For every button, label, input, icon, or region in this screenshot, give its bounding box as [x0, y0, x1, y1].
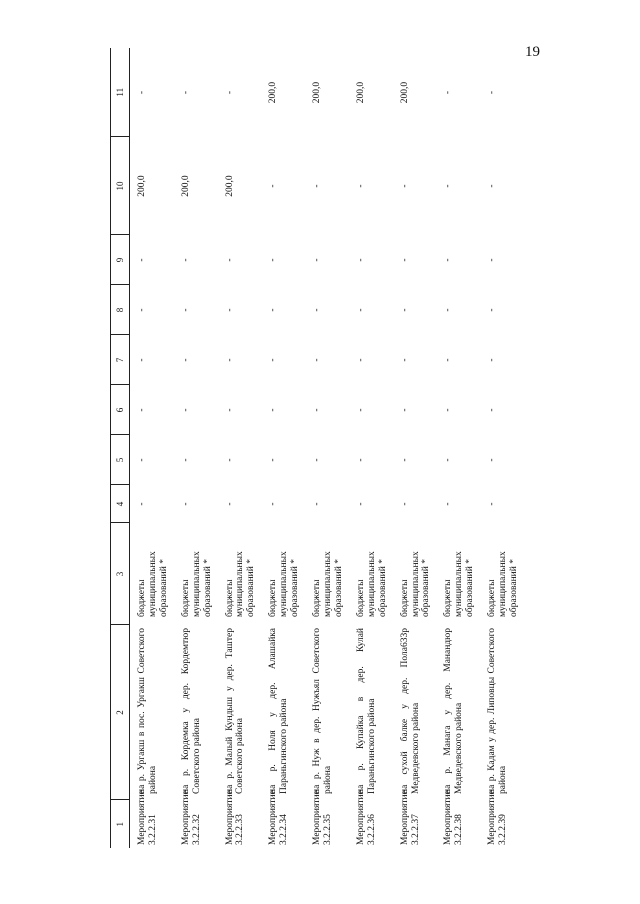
value-cell: - — [224, 408, 235, 412]
value-cell: - — [443, 90, 454, 95]
funding-source-cell: бюджеты муниципальных образований * — [355, 551, 388, 617]
measures-table — [110, 48, 524, 848]
value-cell: - — [443, 502, 454, 506]
measure-description-cell: на р. Малый Кундыш у дер. Таштер Советского района — [224, 628, 246, 794]
column-header: 6 — [111, 385, 130, 435]
value-cell: - — [443, 258, 454, 262]
value-cell: - — [137, 458, 147, 462]
value-cell: - — [224, 308, 235, 312]
measure-description-cell: на сухой балке у дер. Пола633р Медведевского района — [399, 628, 421, 794]
value-cell: - — [268, 308, 279, 312]
value-cell: - — [443, 358, 454, 362]
value-cell: - — [399, 408, 410, 412]
value-cell: - — [268, 258, 279, 262]
measure-description-cell: на р. Манага у дер. Манандюр Медведевского района — [443, 628, 465, 794]
funding-source-cell: бюджеты муниципальных образований * — [312, 551, 344, 617]
value-cell: - — [487, 358, 498, 362]
value-cell: - — [312, 258, 323, 262]
value-cell: - — [355, 408, 366, 412]
funding-source-cell: бюджеты муниципальных образований * — [224, 551, 257, 617]
value-cell: 200,0 — [399, 81, 410, 104]
value-cell: - — [268, 184, 279, 188]
value-cell: - — [224, 258, 235, 262]
value-cell: - — [137, 258, 147, 262]
measure-id-cell: Мероприятие 3.2.2.34 — [268, 790, 290, 845]
measure-id-cell: Мероприятие 3.2.2.36 — [355, 790, 377, 845]
value-cell: - — [399, 258, 410, 262]
measure-id-cell: Мероприятие 3.2.2.37 — [399, 790, 421, 845]
column-header: 5 — [111, 435, 130, 485]
value-cell: - — [224, 458, 235, 462]
value-cell: - — [137, 502, 147, 506]
value-cell: - — [355, 308, 366, 312]
value-cell: - — [137, 408, 147, 412]
funding-source-cell: бюджеты муниципальных образований * — [399, 551, 432, 617]
value-cell: - — [268, 358, 279, 362]
value-cell: - — [399, 458, 410, 462]
measure-id-cell: Мероприятие 3.2.2.38 — [443, 790, 465, 845]
value-cell: - — [312, 308, 323, 312]
table-row — [349, 48, 393, 848]
measure-id-cell: Мероприятие 3.2.2.31 — [137, 790, 158, 845]
header-row — [111, 48, 130, 848]
measure-description-cell: на р. Ургакш в пос. Ургакш Советского района — [137, 628, 158, 794]
table-row — [130, 48, 174, 848]
value-cell: 200,0 — [268, 81, 279, 104]
value-cell: - — [399, 502, 410, 506]
table-container — [110, 48, 550, 848]
column-header: 7 — [111, 335, 130, 385]
value-cell: - — [180, 502, 191, 506]
measure-id-cell: Мероприятие 3.2.2.35 — [312, 790, 333, 845]
measure-description-cell: на р. Ноля у дер. Алашайка Параньгинского района — [268, 628, 290, 794]
value-cell: 200,0 — [224, 175, 235, 197]
table-row — [305, 48, 349, 848]
table-row — [174, 48, 218, 848]
value-cell: - — [224, 90, 235, 95]
column-header: 3 — [111, 523, 130, 625]
value-cell: 200,0 — [180, 175, 191, 197]
value-cell: - — [399, 184, 410, 188]
value-cell: - — [487, 502, 498, 506]
value-cell: - — [312, 408, 323, 412]
table-row — [393, 48, 437, 848]
column-header: 2 — [111, 625, 130, 800]
measure-description-cell: на р. Купайка в дер. Кулай Параньгинского района — [355, 628, 377, 794]
column-header: 1 — [111, 800, 130, 848]
value-cell: - — [180, 308, 191, 312]
value-cell: - — [137, 308, 147, 312]
value-cell: 200,0 — [312, 81, 323, 104]
value-cell: - — [180, 408, 191, 412]
value-cell: - — [268, 502, 279, 506]
value-cell: - — [312, 184, 323, 188]
value-cell: - — [487, 308, 498, 312]
value-cell: - — [443, 184, 454, 188]
value-cell: 200,0 — [137, 175, 147, 197]
value-cell: - — [312, 358, 323, 362]
value-cell: - — [443, 408, 454, 412]
value-cell: - — [487, 184, 498, 188]
funding-source-cell: бюджеты муниципальных образований * — [487, 551, 519, 617]
value-cell: - — [180, 258, 191, 262]
value-cell: - — [312, 502, 323, 506]
funding-source-cell: бюджеты муниципальных образований * — [180, 551, 213, 617]
table-row — [480, 48, 524, 848]
value-cell: - — [312, 458, 323, 462]
value-cell: - — [487, 408, 498, 412]
value-cell: - — [180, 358, 191, 362]
column-header: 9 — [111, 235, 130, 285]
funding-source-cell: бюджеты муниципальных образований * — [443, 551, 476, 617]
value-cell: - — [487, 458, 498, 462]
measure-description-cell: на р. Кордемка у дер. Кордемтюр Советского района — [180, 628, 202, 794]
page-number: 19 — [525, 44, 540, 60]
value-cell: - — [137, 358, 147, 362]
table-row — [218, 48, 262, 848]
value-cell: - — [355, 358, 366, 362]
rotated-table-wrapper — [110, 48, 550, 848]
value-cell: - — [355, 184, 366, 188]
value-cell: - — [137, 90, 147, 95]
value-cell: - — [399, 358, 410, 362]
value-cell: - — [355, 458, 366, 462]
table-row — [436, 48, 480, 848]
measure-description-cell: на р. Нуж в дер. Нужъял Советского района — [312, 628, 333, 794]
value-cell: - — [355, 258, 366, 262]
value-cell: - — [399, 308, 410, 312]
measure-description-cell: на р. Кадам у дер. Липовцы Советского района — [487, 628, 509, 794]
measure-id-cell: Мероприятие 3.2.2.32 — [180, 790, 202, 845]
value-cell: - — [180, 90, 191, 95]
value-cell: - — [487, 90, 498, 95]
value-cell: - — [443, 308, 454, 312]
column-header: 8 — [111, 285, 130, 335]
value-cell: - — [443, 458, 454, 462]
funding-source-cell: бюджеты муниципальных образований * — [137, 551, 169, 617]
measure-id-cell: Мероприятие 3.2.2.39 — [487, 790, 509, 845]
value-cell: - — [268, 408, 279, 412]
value-cell: - — [224, 358, 235, 362]
column-header: 11 — [111, 48, 130, 137]
value-cell: - — [355, 502, 366, 506]
column-header: 10 — [111, 137, 130, 235]
value-cell: - — [268, 458, 279, 462]
value-cell: 200,0 — [355, 81, 366, 104]
value-cell: - — [180, 458, 191, 462]
column-header: 4 — [111, 485, 130, 523]
value-cell: - — [224, 502, 235, 506]
measure-id-cell: Мероприятие 3.2.2.33 — [224, 790, 246, 845]
table-row — [261, 48, 305, 848]
funding-source-cell: бюджеты муниципальных образований * — [268, 551, 301, 617]
value-cell: - — [487, 258, 498, 262]
